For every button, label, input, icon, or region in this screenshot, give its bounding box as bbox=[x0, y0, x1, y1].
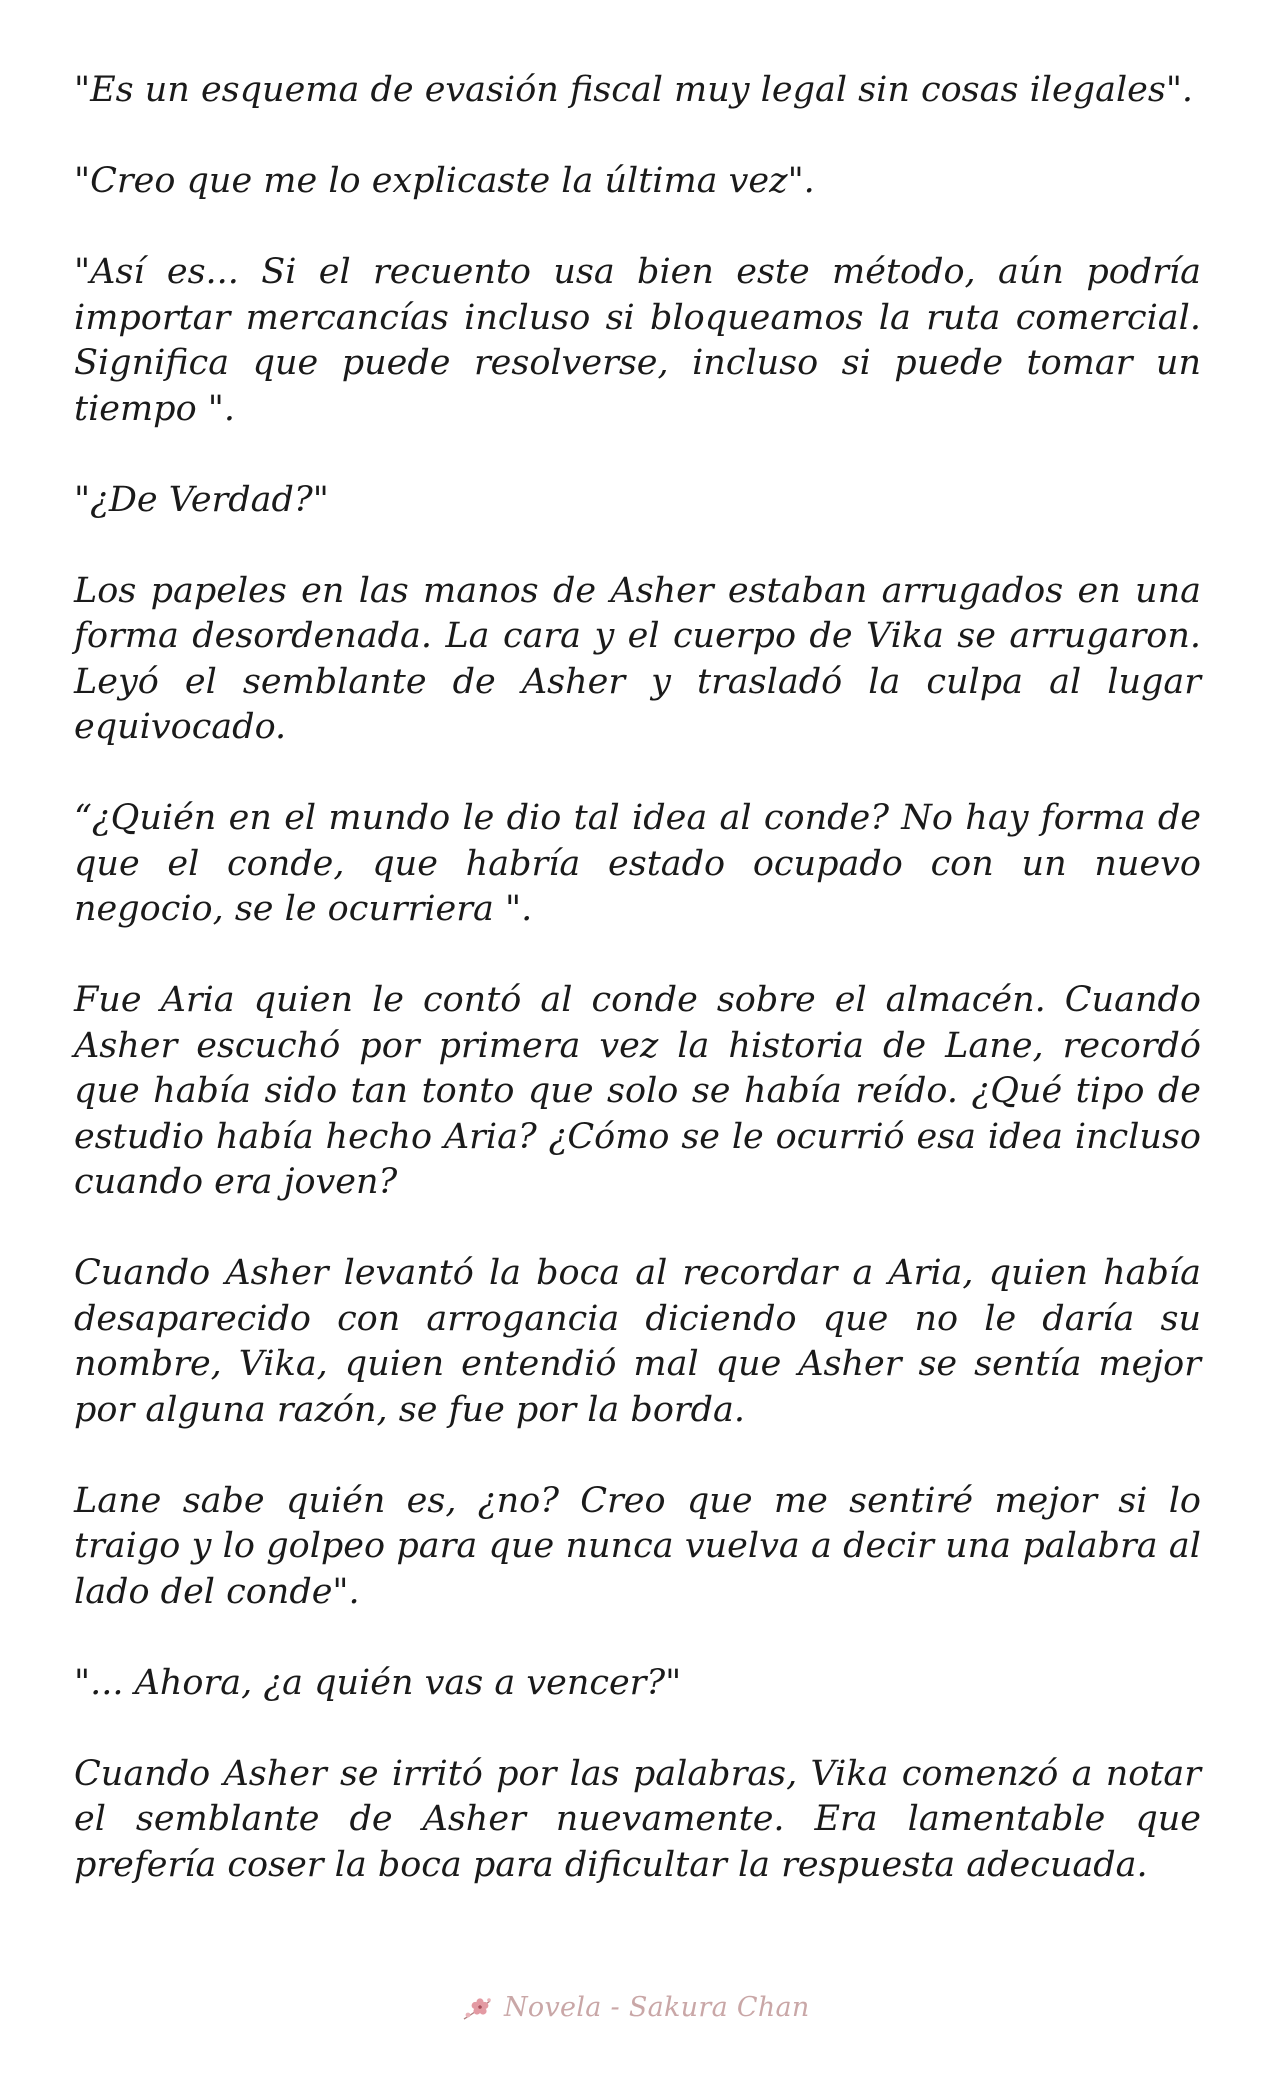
paragraph-10: "... Ahora, ¿a quién vas a vencer?" bbox=[74, 1662, 682, 1703]
watermark bbox=[460, 1992, 810, 2023]
document-body bbox=[74, 68, 1201, 1888]
paragraph-11: Cuando Asher se irritó por las palabras, Vika comenzó a notar el semblante de Asher nuevamente. Era lamentable que prefería coser la boca para dificultar la respuesta adecuada. bbox=[74, 1753, 1201, 1885]
paragraph-9: Lane sabe quién es, ¿no? Creo que me sentiré mejor si lo traigo y lo golpeo para que nunca vuelva a decir una palabra al lado del conde". bbox=[74, 1480, 1201, 1612]
sakura-flower-icon bbox=[460, 1993, 496, 2023]
paragraph-5: Los papeles en las manos de Asher estaban arrugados en una forma desordenada. La cara y el cuerpo de Vika se arrugaron. Leyó el semblante de Asher y trasladó la culpa al lugar equivocado. bbox=[74, 570, 1201, 747]
paragraph-2: "Creo que me lo explicaste la última vez". bbox=[74, 161, 815, 201]
paragraph-8: Cuando Asher levantó la boca al recordar a Aria, quien había desaparecido con arrogancia diciendo que no le daría su nombre, Vika, quien entendió mal que Asher se sentía mejor por alguna razón, se fue por la borda. bbox=[74, 1253, 1201, 1430]
paragraph-3: "Así es... Si el recuento usa bien este método, aún podría importar mercancías incluso si bloqueamos la ruta comercial. Significa que puede resolverse, incluso si puede tomar un tiempo ". bbox=[74, 252, 1201, 429]
paragraph-7: Fue Aria quien le contó al conde sobre el almacén. Cuando Asher escuchó por primera vez la historia de Lane, recordó que había sido tan tonto que solo se había reído. ¿Qué tipo de estudio había hecho Aria? ¿Cómo se le ocurrió esa idea incluso cuando era joven? bbox=[74, 980, 1201, 1202]
paragraph-4: "¿De Verdad?" bbox=[74, 479, 329, 520]
paragraph-1: "Es un esquema de evasión fiscal muy legal sin cosas ilegales". bbox=[74, 70, 1194, 110]
watermark-text: Novela - Sakura Chan bbox=[504, 1992, 810, 2023]
paragraph-6: “¿Quién en el mundo le dio tal idea al conde? No hay forma de que el conde, que habría estado ocupado con un nuevo negocio, se le ocurriera ". bbox=[74, 798, 1201, 929]
